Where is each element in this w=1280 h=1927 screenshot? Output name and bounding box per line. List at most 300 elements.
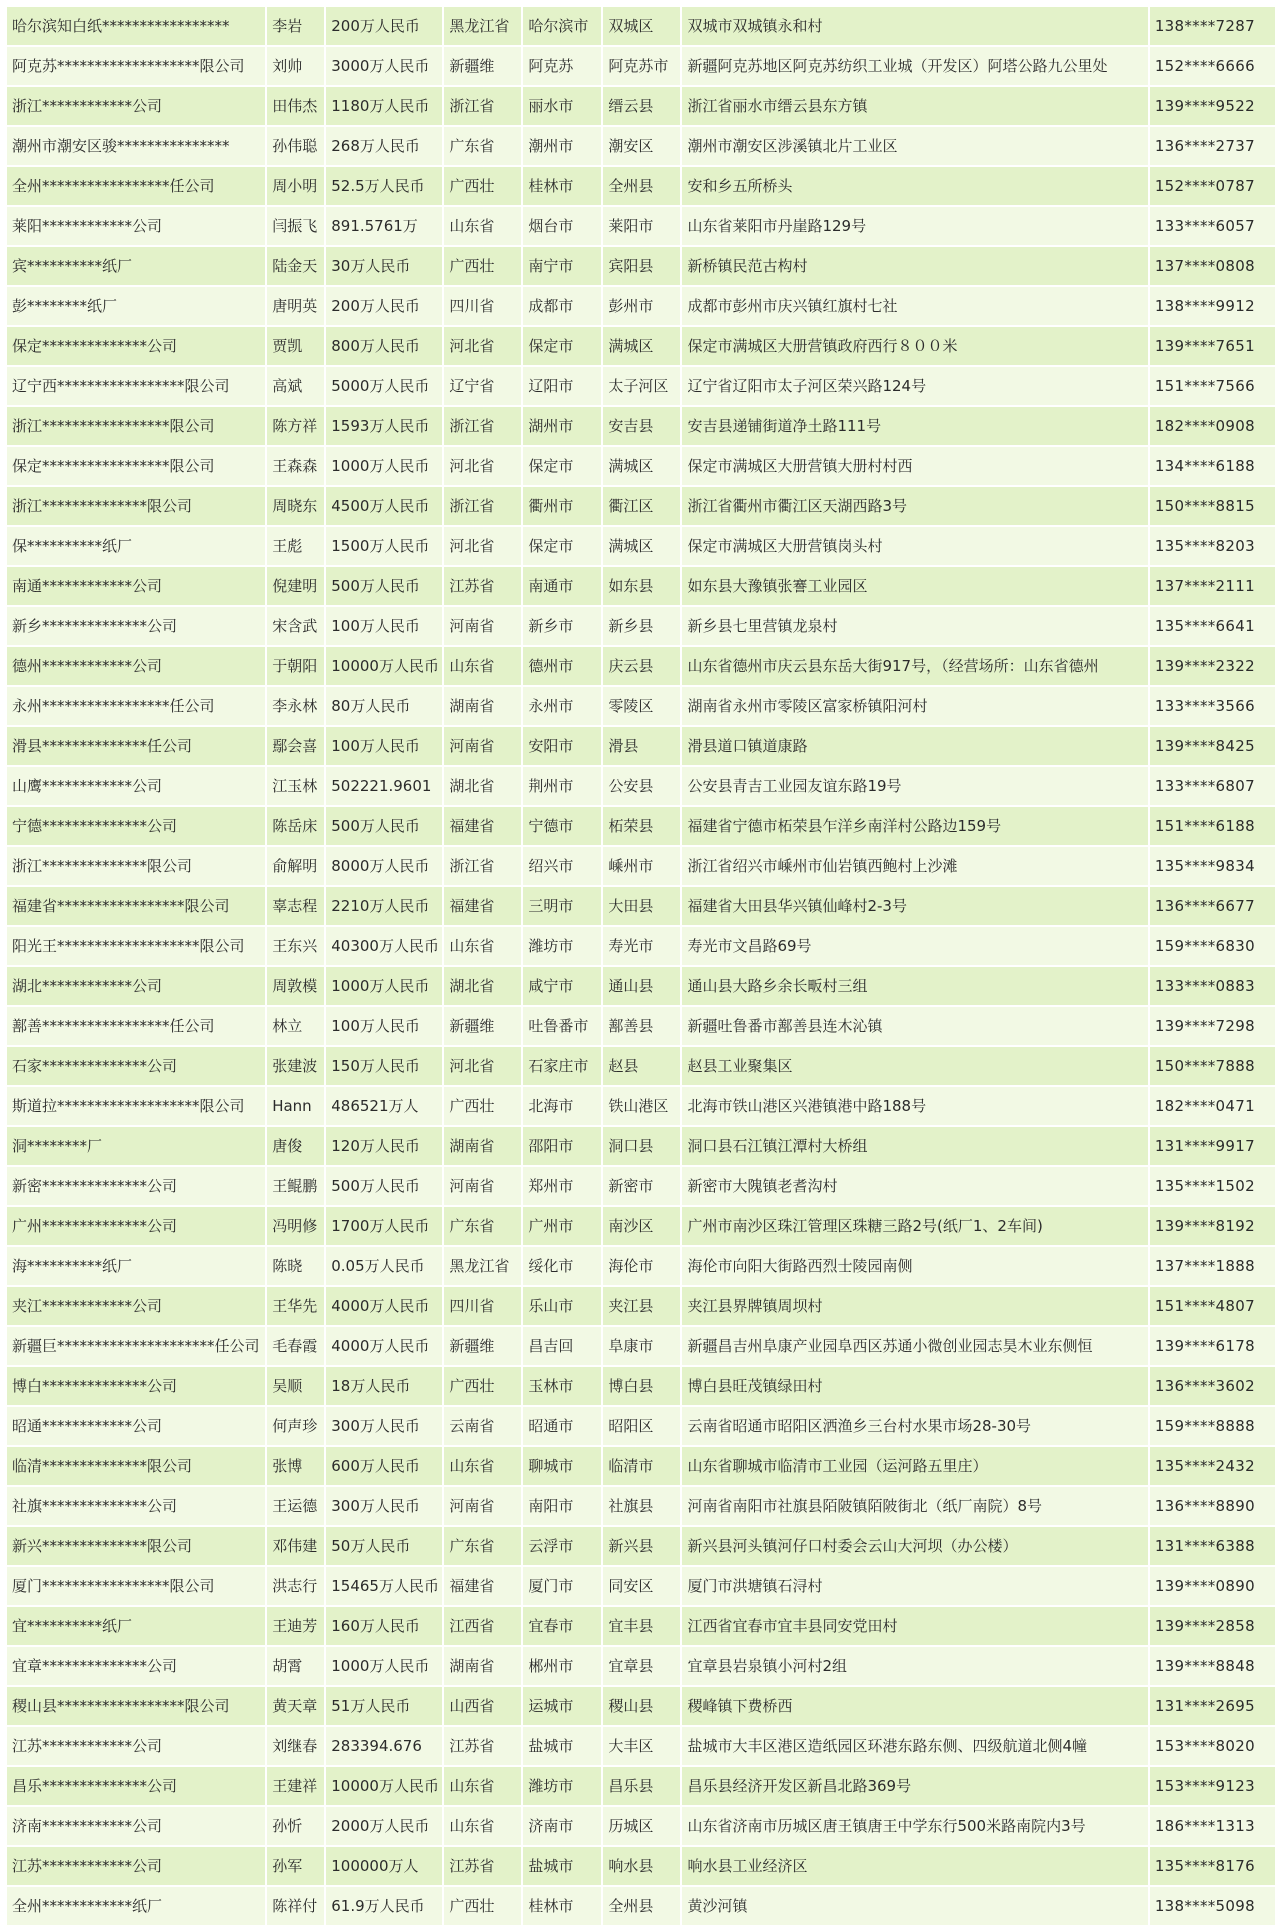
city-cell: 衢州市 <box>523 487 601 525</box>
province-cell: 山东省 <box>444 927 521 965</box>
phone-cell: 139****2858 <box>1150 1607 1275 1645</box>
registered-capital-cell: 160万人民币 <box>326 1607 442 1645</box>
city-cell: 保定市 <box>523 327 601 365</box>
table-row <box>7 527 1275 565</box>
table-row <box>7 1727 1275 1765</box>
company-name-cell: 社旗**************公司 <box>7 1487 265 1525</box>
province-cell: 河南省 <box>444 727 521 765</box>
city-cell: 绥化市 <box>523 1247 601 1285</box>
district-cell: 如东县 <box>603 567 680 605</box>
registered-capital-cell: 283394.676 <box>326 1727 442 1765</box>
phone-cell: 182****0908 <box>1150 407 1275 445</box>
address-cell: 福建省宁德市柘荣县乍洋乡南洋村公路边159号 <box>682 807 1147 845</box>
company-name-cell: 辽宁西*****************限公司 <box>7 367 265 405</box>
province-cell: 河北省 <box>444 447 521 485</box>
legal-person-cell: 王森森 <box>267 447 324 485</box>
table-row <box>7 487 1275 525</box>
province-cell: 广东省 <box>444 1207 521 1245</box>
address-cell: 海伦市向阳大街路西烈士陵园南侧 <box>682 1247 1147 1285</box>
city-cell: 玉林市 <box>523 1367 601 1405</box>
address-cell: 山东省济南市历城区唐王镇唐王中学东行500米路南院内3号 <box>682 1807 1147 1845</box>
address-cell: 浙江省丽水市缙云县东方镇 <box>682 87 1147 125</box>
company-name-cell: 宜章**************公司 <box>7 1647 265 1685</box>
address-cell: 新密市大隗镇老耆沟村 <box>682 1167 1147 1205</box>
legal-person-cell: 王运德 <box>267 1487 324 1525</box>
table-row <box>7 407 1275 445</box>
city-cell: 南通市 <box>523 567 601 605</box>
registered-capital-cell: 1593万人民币 <box>326 407 442 445</box>
district-cell: 鄯善县 <box>603 1007 680 1045</box>
phone-cell: 133****0883 <box>1150 967 1275 1005</box>
table-row <box>7 1047 1275 1085</box>
city-cell: 邵阳市 <box>523 1127 601 1165</box>
province-cell: 河北省 <box>444 327 521 365</box>
province-cell: 新疆维 <box>444 47 521 85</box>
district-cell: 博白县 <box>603 1367 680 1405</box>
table-row <box>7 687 1275 725</box>
legal-person-cell: 辜志程 <box>267 887 324 925</box>
phone-cell: 139****2322 <box>1150 647 1275 685</box>
table-row <box>7 1327 1275 1365</box>
registered-capital-cell: 100万人民币 <box>326 727 442 765</box>
province-cell: 新疆维 <box>444 1327 521 1365</box>
registered-capital-cell: 1700万人民币 <box>326 1207 442 1245</box>
province-cell: 浙江省 <box>444 847 521 885</box>
legal-person-cell: 陈岳床 <box>267 807 324 845</box>
address-cell: 江西省宜春市宜丰县同安党田村 <box>682 1607 1147 1645</box>
company-table-body <box>7 7 1275 1925</box>
registered-capital-cell: 100000万人 <box>326 1847 442 1885</box>
phone-cell: 137****0808 <box>1150 247 1275 285</box>
address-cell: 宜章县岩泉镇小河村2组 <box>682 1647 1147 1685</box>
registered-capital-cell: 1000万人民币 <box>326 967 442 1005</box>
district-cell: 大丰区 <box>603 1727 680 1765</box>
city-cell: 乐山市 <box>523 1287 601 1325</box>
province-cell: 黑龙江省 <box>444 1247 521 1285</box>
province-cell: 河北省 <box>444 1047 521 1085</box>
legal-person-cell: 陈晓 <box>267 1247 324 1285</box>
legal-person-cell: 王彪 <box>267 527 324 565</box>
legal-person-cell: 田伟杰 <box>267 87 324 125</box>
table-row <box>7 1847 1275 1885</box>
city-cell: 潍坊市 <box>523 1767 601 1805</box>
table-row <box>7 1007 1275 1045</box>
company-name-cell: 全州*****************任公司 <box>7 167 265 205</box>
table-row <box>7 1807 1275 1845</box>
city-cell: 吐鲁番市 <box>523 1007 601 1045</box>
address-cell: 安吉县递铺街道净土路111号 <box>682 407 1147 445</box>
legal-person-cell: 周晓东 <box>267 487 324 525</box>
legal-person-cell: 林立 <box>267 1007 324 1045</box>
address-cell: 稷峰镇下费桥西 <box>682 1687 1147 1725</box>
table-row <box>7 247 1275 285</box>
phone-cell: 139****8425 <box>1150 727 1275 765</box>
phone-cell: 186****1313 <box>1150 1807 1275 1845</box>
address-cell: 河南省南阳市社旗县陌陂镇陌陂街北（纸厂南院）8号 <box>682 1487 1147 1525</box>
table-row <box>7 807 1275 845</box>
company-name-cell: 临清**************限公司 <box>7 1447 265 1485</box>
address-cell: 保定市满城区大册营镇岗头村 <box>682 527 1147 565</box>
company-name-cell: 全州************纸厂 <box>7 1887 265 1925</box>
phone-cell: 159****6830 <box>1150 927 1275 965</box>
registered-capital-cell: 8000万人民币 <box>326 847 442 885</box>
legal-person-cell: 吴顺 <box>267 1367 324 1405</box>
city-cell: 宁德市 <box>523 807 601 845</box>
phone-cell: 138****7287 <box>1150 7 1275 45</box>
city-cell: 石家庄市 <box>523 1047 601 1085</box>
address-cell: 新桥镇民范古构村 <box>682 247 1147 285</box>
city-cell: 湖州市 <box>523 407 601 445</box>
legal-person-cell: 高斌 <box>267 367 324 405</box>
city-cell: 咸宁市 <box>523 967 601 1005</box>
company-name-cell: 稷山县*****************限公司 <box>7 1687 265 1725</box>
company-name-cell: 新兴**************限公司 <box>7 1527 265 1565</box>
province-cell: 福建省 <box>444 1567 521 1605</box>
province-cell: 山东省 <box>444 1447 521 1485</box>
city-cell: 云浮市 <box>523 1527 601 1565</box>
address-cell: 新疆吐鲁番市鄯善县连木沁镇 <box>682 1007 1147 1045</box>
phone-cell: 139****9522 <box>1150 87 1275 125</box>
legal-person-cell: 王鲲鹏 <box>267 1167 324 1205</box>
district-cell: 双城区 <box>603 7 680 45</box>
city-cell: 昌吉回 <box>523 1327 601 1365</box>
district-cell: 夹江县 <box>603 1287 680 1325</box>
company-name-cell: 滑县**************任公司 <box>7 727 265 765</box>
phone-cell: 151****7566 <box>1150 367 1275 405</box>
table-row <box>7 567 1275 605</box>
province-cell: 江苏省 <box>444 1847 521 1885</box>
registered-capital-cell: 500万人民币 <box>326 1167 442 1205</box>
registered-capital-cell: 80万人民币 <box>326 687 442 725</box>
address-cell: 安和乡五所桥头 <box>682 167 1147 205</box>
address-cell: 浙江省绍兴市嵊州市仙岩镇西鲍村上沙滩 <box>682 847 1147 885</box>
legal-person-cell: 周敦模 <box>267 967 324 1005</box>
table-row <box>7 1767 1275 1805</box>
table-row <box>7 1527 1275 1565</box>
district-cell: 宜丰县 <box>603 1607 680 1645</box>
district-cell: 响水县 <box>603 1847 680 1885</box>
registered-capital-cell: 3000万人民币 <box>326 47 442 85</box>
legal-person-cell: 宋含武 <box>267 607 324 645</box>
district-cell: 大田县 <box>603 887 680 925</box>
table-row <box>7 447 1275 485</box>
district-cell: 柘荣县 <box>603 807 680 845</box>
city-cell: 盐城市 <box>523 1727 601 1765</box>
legal-person-cell: 张建波 <box>267 1047 324 1085</box>
legal-person-cell: 江玉林 <box>267 767 324 805</box>
registered-capital-cell: 100万人民币 <box>326 1007 442 1045</box>
registered-capital-cell: 40300万人民币 <box>326 927 442 965</box>
district-cell: 新乡县 <box>603 607 680 645</box>
phone-cell: 133****6057 <box>1150 207 1275 245</box>
address-cell: 成都市彭州市庆兴镇红旗村七社 <box>682 287 1147 325</box>
company-name-cell: 保定**************公司 <box>7 327 265 365</box>
legal-person-cell: 王华先 <box>267 1287 324 1325</box>
district-cell: 新密市 <box>603 1167 680 1205</box>
city-cell: 阿克苏 <box>523 47 601 85</box>
province-cell: 浙江省 <box>444 87 521 125</box>
province-cell: 河南省 <box>444 607 521 645</box>
registered-capital-cell: 1500万人民币 <box>326 527 442 565</box>
registered-capital-cell: 200万人民币 <box>326 7 442 45</box>
registered-capital-cell: 100万人民币 <box>326 607 442 645</box>
province-cell: 福建省 <box>444 807 521 845</box>
province-cell: 浙江省 <box>444 487 521 525</box>
province-cell: 湖南省 <box>444 687 521 725</box>
province-cell: 湖北省 <box>444 967 521 1005</box>
company-name-cell: 德州************公司 <box>7 647 265 685</box>
table-row <box>7 127 1275 165</box>
table-row <box>7 767 1275 805</box>
registered-capital-cell: 18万人民币 <box>326 1367 442 1405</box>
province-cell: 广西壮 <box>444 1087 521 1125</box>
province-cell: 山东省 <box>444 207 521 245</box>
city-cell: 潍坊市 <box>523 927 601 965</box>
phone-cell: 153****8020 <box>1150 1727 1275 1765</box>
legal-person-cell: 陈祥付 <box>267 1887 324 1925</box>
city-cell: 广州市 <box>523 1207 601 1245</box>
phone-cell: 131****9917 <box>1150 1127 1275 1165</box>
table-row <box>7 607 1275 645</box>
city-cell: 宜春市 <box>523 1607 601 1645</box>
company-name-cell: 江苏************公司 <box>7 1847 265 1885</box>
registered-capital-cell: 600万人民币 <box>326 1447 442 1485</box>
company-name-cell: 浙江**************限公司 <box>7 847 265 885</box>
legal-person-cell: 孙忻 <box>267 1807 324 1845</box>
registered-capital-cell: 268万人民币 <box>326 127 442 165</box>
address-cell: 厦门市洪塘镇石浔村 <box>682 1567 1147 1605</box>
district-cell: 赵县 <box>603 1047 680 1085</box>
province-cell: 河南省 <box>444 1167 521 1205</box>
address-cell: 盐城市大丰区港区造纸园区环港东路东侧、四级航道北侧4幢 <box>682 1727 1147 1765</box>
address-cell: 新兴县河头镇河仔口村委会云山大河坝（办公楼） <box>682 1527 1147 1565</box>
phone-cell: 153****9123 <box>1150 1767 1275 1805</box>
registered-capital-cell: 0.05万人民币 <box>326 1247 442 1285</box>
registered-capital-cell: 5000万人民币 <box>326 367 442 405</box>
phone-cell: 152****6666 <box>1150 47 1275 85</box>
company-name-cell: 浙江*****************限公司 <box>7 407 265 445</box>
company-name-cell: 阳光王*******************限公司 <box>7 927 265 965</box>
legal-person-cell: 周小明 <box>267 167 324 205</box>
district-cell: 满城区 <box>603 527 680 565</box>
legal-person-cell: 俞解明 <box>267 847 324 885</box>
province-cell: 湖北省 <box>444 767 521 805</box>
legal-person-cell: Hann <box>267 1087 324 1125</box>
district-cell: 社旗县 <box>603 1487 680 1525</box>
city-cell: 哈尔滨市 <box>523 7 601 45</box>
phone-cell: 133****6807 <box>1150 767 1275 805</box>
company-name-cell: 南通************公司 <box>7 567 265 605</box>
registered-capital-cell: 10000万人民币 <box>326 1767 442 1805</box>
province-cell: 河北省 <box>444 527 521 565</box>
district-cell: 昭阳区 <box>603 1407 680 1445</box>
city-cell: 绍兴市 <box>523 847 601 885</box>
city-cell: 郑州市 <box>523 1167 601 1205</box>
company-name-cell: 莱阳************公司 <box>7 207 265 245</box>
company-name-cell: 保定*****************限公司 <box>7 447 265 485</box>
province-cell: 江苏省 <box>444 1727 521 1765</box>
province-cell: 新疆维 <box>444 1007 521 1045</box>
address-cell: 新疆昌吉州阜康产业园阜西区苏通小微创业园志昊木业东侧恒 <box>682 1327 1147 1365</box>
registered-capital-cell: 1180万人民币 <box>326 87 442 125</box>
phone-cell: 139****0890 <box>1150 1567 1275 1605</box>
phone-cell: 139****7651 <box>1150 327 1275 365</box>
company-table-container <box>5 5 1277 1927</box>
legal-person-cell: 陆金天 <box>267 247 324 285</box>
company-name-cell: 宁德**************公司 <box>7 807 265 845</box>
table-row <box>7 367 1275 405</box>
address-cell: 湖南省永州市零陵区富家桥镇阳河村 <box>682 687 1147 725</box>
registered-capital-cell: 4000万人民币 <box>326 1327 442 1365</box>
company-name-cell: 鄯善*****************任公司 <box>7 1007 265 1045</box>
phone-cell: 150****8815 <box>1150 487 1275 525</box>
address-cell: 黄沙河镇 <box>682 1887 1147 1925</box>
phone-cell: 133****3566 <box>1150 687 1275 725</box>
city-cell: 郴州市 <box>523 1647 601 1685</box>
registered-capital-cell: 502221.9601 <box>326 767 442 805</box>
legal-person-cell: 李岩 <box>267 7 324 45</box>
company-name-cell: 广州**************公司 <box>7 1207 265 1245</box>
province-cell: 四川省 <box>444 1287 521 1325</box>
legal-person-cell: 王东兴 <box>267 927 324 965</box>
address-cell: 保定市满城区大册营镇政府西行８００米 <box>682 327 1147 365</box>
company-name-cell: 昭通************公司 <box>7 1407 265 1445</box>
table-row <box>7 1287 1275 1325</box>
address-cell: 山东省聊城市临清市工业园（运河路五里庄） <box>682 1447 1147 1485</box>
table-row <box>7 1407 1275 1445</box>
company-name-cell: 山鹰************公司 <box>7 767 265 805</box>
district-cell: 新兴县 <box>603 1527 680 1565</box>
registered-capital-cell: 300万人民币 <box>326 1487 442 1525</box>
city-cell: 南宁市 <box>523 247 601 285</box>
address-cell: 昌乐县经济开发区新昌北路369号 <box>682 1767 1147 1805</box>
phone-cell: 136****8890 <box>1150 1487 1275 1525</box>
company-table <box>5 5 1277 1927</box>
province-cell: 河南省 <box>444 1487 521 1525</box>
company-name-cell: 浙江**************限公司 <box>7 487 265 525</box>
district-cell: 满城区 <box>603 327 680 365</box>
phone-cell: 135****2432 <box>1150 1447 1275 1485</box>
company-name-cell: 济南************公司 <box>7 1807 265 1845</box>
district-cell: 衢江区 <box>603 487 680 525</box>
district-cell: 宜章县 <box>603 1647 680 1685</box>
city-cell: 永州市 <box>523 687 601 725</box>
legal-person-cell: 闫振飞 <box>267 207 324 245</box>
company-name-cell: 新乡**************公司 <box>7 607 265 645</box>
phone-cell: 138****5098 <box>1150 1887 1275 1925</box>
legal-person-cell: 贾凯 <box>267 327 324 365</box>
city-cell: 辽阳市 <box>523 367 601 405</box>
legal-person-cell: 李永林 <box>267 687 324 725</box>
district-cell: 缙云县 <box>603 87 680 125</box>
city-cell: 运城市 <box>523 1687 601 1725</box>
phone-cell: 136****6677 <box>1150 887 1275 925</box>
legal-person-cell: 胡霄 <box>267 1647 324 1685</box>
province-cell: 湖南省 <box>444 1127 521 1165</box>
table-row <box>7 1567 1275 1605</box>
company-name-cell: 宜**********纸厂 <box>7 1607 265 1645</box>
city-cell: 昭通市 <box>523 1407 601 1445</box>
phone-cell: 139****6178 <box>1150 1327 1275 1365</box>
table-row <box>7 927 1275 965</box>
city-cell: 盐城市 <box>523 1847 601 1885</box>
district-cell: 莱阳市 <box>603 207 680 245</box>
city-cell: 荆州市 <box>523 767 601 805</box>
address-cell: 洞口县石江镇江潭村大桥组 <box>682 1127 1147 1165</box>
province-cell: 广东省 <box>444 127 521 165</box>
company-name-cell: 洞********厂 <box>7 1127 265 1165</box>
address-cell: 夹江县界牌镇周坝村 <box>682 1287 1147 1325</box>
district-cell: 南沙区 <box>603 1207 680 1245</box>
phone-cell: 135****8176 <box>1150 1847 1275 1885</box>
district-cell: 太子河区 <box>603 367 680 405</box>
city-cell: 桂林市 <box>523 1887 601 1925</box>
company-name-cell: 博白**************公司 <box>7 1367 265 1405</box>
city-cell: 三明市 <box>523 887 601 925</box>
city-cell: 德州市 <box>523 647 601 685</box>
province-cell: 广东省 <box>444 1527 521 1565</box>
legal-person-cell: 洪志行 <box>267 1567 324 1605</box>
table-row <box>7 1487 1275 1525</box>
address-cell: 赵县工业聚集区 <box>682 1047 1147 1085</box>
registered-capital-cell: 52.5万人民币 <box>326 167 442 205</box>
company-name-cell: 厦门*****************限公司 <box>7 1567 265 1605</box>
city-cell: 北海市 <box>523 1087 601 1125</box>
district-cell: 稷山县 <box>603 1687 680 1725</box>
province-cell: 浙江省 <box>444 407 521 445</box>
company-name-cell: 潮州市潮安区骏*************** <box>7 127 265 165</box>
legal-person-cell: 黄天章 <box>267 1687 324 1725</box>
company-name-cell: 新密**************公司 <box>7 1167 265 1205</box>
address-cell: 公安县青吉工业园友谊东路19号 <box>682 767 1147 805</box>
registered-capital-cell: 120万人民币 <box>326 1127 442 1165</box>
district-cell: 公安县 <box>603 767 680 805</box>
table-row <box>7 7 1275 45</box>
province-cell: 山东省 <box>444 1807 521 1845</box>
registered-capital-cell: 2210万人民币 <box>326 887 442 925</box>
table-row <box>7 847 1275 885</box>
registered-capital-cell: 500万人民币 <box>326 567 442 605</box>
district-cell: 全州县 <box>603 167 680 205</box>
province-cell: 黑龙江省 <box>444 7 521 45</box>
district-cell: 昌乐县 <box>603 1767 680 1805</box>
address-cell: 广州市南沙区珠江管理区珠糖三路2号(纸厂1、2车间) <box>682 1207 1147 1245</box>
table-row <box>7 1647 1275 1685</box>
table-row <box>7 47 1275 85</box>
city-cell: 烟台市 <box>523 207 601 245</box>
registered-capital-cell: 10000万人民币 <box>326 647 442 685</box>
phone-cell: 151****4807 <box>1150 1287 1275 1325</box>
table-row <box>7 1607 1275 1645</box>
company-name-cell: 夹江************公司 <box>7 1287 265 1325</box>
phone-cell: 139****7298 <box>1150 1007 1275 1045</box>
address-cell: 新疆阿克苏地区阿克苏纺织工业城（开发区）阿塔公路九公里处 <box>682 47 1147 85</box>
province-cell: 辽宁省 <box>444 367 521 405</box>
phone-cell: 137****2111 <box>1150 567 1275 605</box>
phone-cell: 150****7888 <box>1150 1047 1275 1085</box>
registered-capital-cell: 30万人民币 <box>326 247 442 285</box>
district-cell: 嵊州市 <box>603 847 680 885</box>
address-cell: 博白县旺茂镇绿田村 <box>682 1367 1147 1405</box>
table-row <box>7 967 1275 1005</box>
registered-capital-cell: 150万人民币 <box>326 1047 442 1085</box>
table-row <box>7 1887 1275 1925</box>
district-cell: 通山县 <box>603 967 680 1005</box>
phone-cell: 131****6388 <box>1150 1527 1275 1565</box>
district-cell: 洞口县 <box>603 1127 680 1165</box>
company-name-cell: 湖北************公司 <box>7 967 265 1005</box>
registered-capital-cell: 500万人民币 <box>326 807 442 845</box>
